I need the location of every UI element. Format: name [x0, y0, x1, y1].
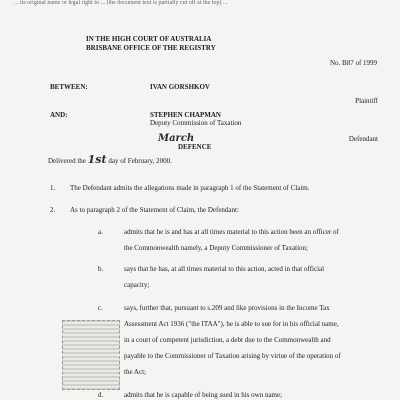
defendant-title: Deputy Commission of Taxation [150, 119, 242, 127]
paragraph-number: 1. [50, 184, 56, 192]
delivered-prefix: Delivered the [48, 157, 86, 165]
delivered-line [48, 155, 172, 166]
subparagraph-line: the Commonwealth namely, a Deputy Commissioner of Taxation; [124, 244, 309, 252]
subparagraph-line: payable to the Commissioner of Taxation arising by virtue of the operation of [124, 352, 341, 360]
subparagraph-line: the Act; [124, 368, 146, 376]
subparagraph-line: in a court of competent jurisdiction, a debt due to the Commonwealth and [124, 336, 331, 344]
subparagraph-line: admits that he is and has at all times material to this action been an officer of [124, 228, 339, 236]
paragraph-text: The Defendant admits the allegations made in paragraph 1 of the Statement of Claim. [70, 184, 310, 192]
handwritten-day: 1st [87, 153, 107, 166]
court-registry: BRISBANE OFFICE OF THE REGISTRY [86, 44, 216, 52]
paragraph-text: As to paragraph 2 of the Statement of Claim, the Defendant: [70, 206, 239, 214]
plaintiff-role: Plaintiff [355, 97, 378, 105]
subparagraph-line: Assessment Act 1936 ("the ITAA"), he is able to sue for in his official name, [124, 320, 339, 328]
court-name: IN THE HIGH COURT OF AUSTRALIA [86, 35, 212, 43]
delivered-suffix: day of February, 2000. [108, 157, 172, 165]
header-line: ... its original name or legal right to ... (the document text is partially cut off at the top) ... [14, 0, 228, 6]
between-label: BETWEEN: [50, 83, 88, 91]
subparagraph-line: admits that he is capable of being sued in his own name; [124, 391, 283, 399]
defendant-role: Defendant [348, 135, 378, 143]
paragraph-number: 2. [50, 206, 56, 214]
subparagraph-letter: a. [98, 228, 103, 236]
defendant-name: STEPHEN CHAPMAN [150, 111, 221, 119]
document-title: DEFENCE [178, 143, 212, 151]
stamp-border [62, 320, 120, 390]
subparagraph-line: says that he has, at all times material to this action, acted in that official [124, 265, 325, 273]
subparagraph-letter: c. [98, 304, 103, 312]
plaintiff-name: IVAN GORSHKOV [150, 83, 210, 91]
subparagraph-line: capacity; [124, 281, 150, 289]
and-label: AND: [50, 111, 68, 119]
subparagraph-letter: d. [98, 391, 104, 399]
subparagraph-line: says, further that, pursuant to s.209 and like provisions in the Income Tax [124, 304, 330, 312]
handwritten-month: March [158, 133, 195, 144]
subparagraph-letter: b. [98, 265, 104, 273]
case-number: No. B87 of 1999 [330, 59, 378, 67]
